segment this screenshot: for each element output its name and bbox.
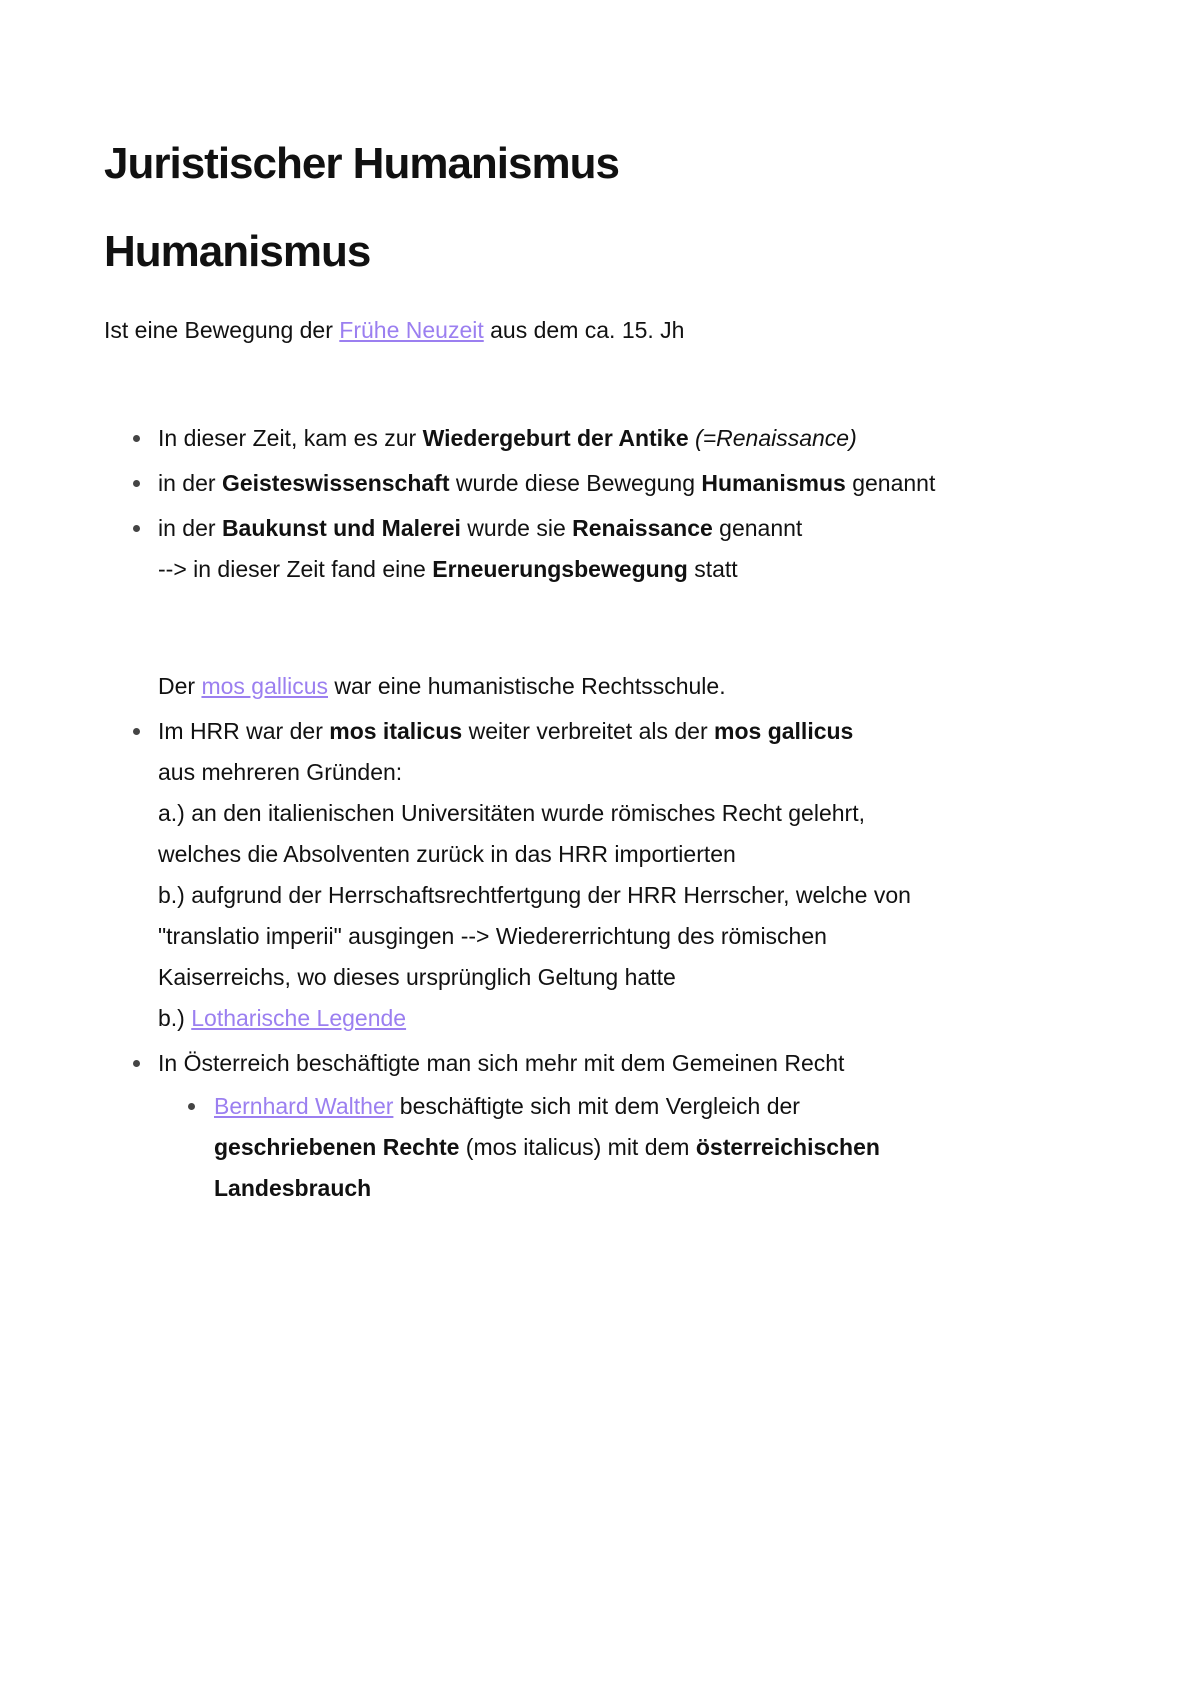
text: genannt [845, 470, 936, 496]
bold-text: geschriebenen Rechte [214, 1134, 460, 1160]
intro-paragraph [104, 310, 1104, 350]
text: a.) an den italienischen Universitäten wurde römisches Recht gelehrt, [158, 800, 865, 826]
bold-text: österreichischen [695, 1134, 880, 1160]
text: b.) aufgrund der Herrschaftsrechtfertgung der HRR Herrscher, welche von [158, 882, 911, 908]
list-item [104, 508, 1104, 590]
list-item [104, 418, 1104, 459]
text: Kaiserreichs, wo dieses ursprünglich Geltung hatte [158, 964, 676, 990]
text: genannt [712, 515, 803, 541]
text: welches die Absolventen zurück in das HRR importierten [158, 841, 736, 867]
text: In Österreich beschäftigte man sich mehr mit dem Gemeinen Recht [158, 1050, 845, 1076]
bold-text: Renaissance [572, 515, 713, 541]
link-bernhard-walther[interactable]: Bernhard Walther [214, 1093, 394, 1119]
document [104, 130, 1104, 1213]
text: aus mehreren Gründen: [158, 759, 403, 785]
page-title: Juristischer Humanismus [104, 139, 619, 188]
bullet-list-renaissance [104, 418, 1104, 590]
section-heading: Humanismus [104, 227, 371, 276]
bullet-list-hrr [104, 711, 1104, 1209]
list-item [104, 1043, 1104, 1209]
text: war eine humanistische Rechtsschule. [328, 673, 726, 699]
text: "translatio imperii" ausgingen --> Wiedererrichtung des römischen [158, 923, 827, 949]
text: wurde sie [460, 515, 573, 541]
text: statt [687, 556, 738, 582]
text: beschäftigte sich mit dem Vergleich der [393, 1093, 800, 1119]
bold-text: mos gallicus [714, 718, 854, 744]
intro-text-end: aus dem ca. 15. Jh [483, 317, 685, 343]
intro-text: Ist eine Bewegung der [104, 317, 340, 343]
list-item [104, 463, 1104, 504]
text: --> in dieser Zeit fand eine [158, 556, 433, 582]
text: Der [158, 673, 202, 699]
bold-text: Baukunst und Malerei [221, 515, 461, 541]
bold-text: Landesbrauch [214, 1175, 372, 1201]
text: in der [158, 515, 222, 541]
text: b.) [158, 1005, 192, 1031]
link-mos-gallicus[interactable]: mos gallicus [201, 673, 328, 699]
link-fruehe-neuzeit[interactable]: Frühe Neuzeit [339, 317, 484, 343]
link-lotharische-legende[interactable]: Lotharische Legende [191, 1005, 407, 1031]
bold-text: mos italicus [329, 718, 463, 744]
list-item [104, 711, 1104, 1039]
list-item [158, 1086, 1104, 1209]
text: In dieser Zeit, kam es zur [158, 425, 423, 451]
text: wurde diese Bewegung [449, 470, 702, 496]
bold-text: Geisteswissenschaft [221, 470, 450, 496]
text: Im HRR war der [158, 718, 330, 744]
bold-text: Wiedergeburt der Antike [422, 425, 689, 451]
text: in der [158, 470, 222, 496]
text: (mos italicus) mit dem [459, 1134, 696, 1160]
bold-text: Erneuerungsbewegung [432, 556, 688, 582]
italic-text: (=Renaissance) [688, 425, 857, 451]
nested-list [158, 1086, 1104, 1209]
bold-text: Humanismus [701, 470, 846, 496]
mos-gallicus-paragraph [104, 666, 1104, 707]
text: weiter verbreitet als der [462, 718, 715, 744]
